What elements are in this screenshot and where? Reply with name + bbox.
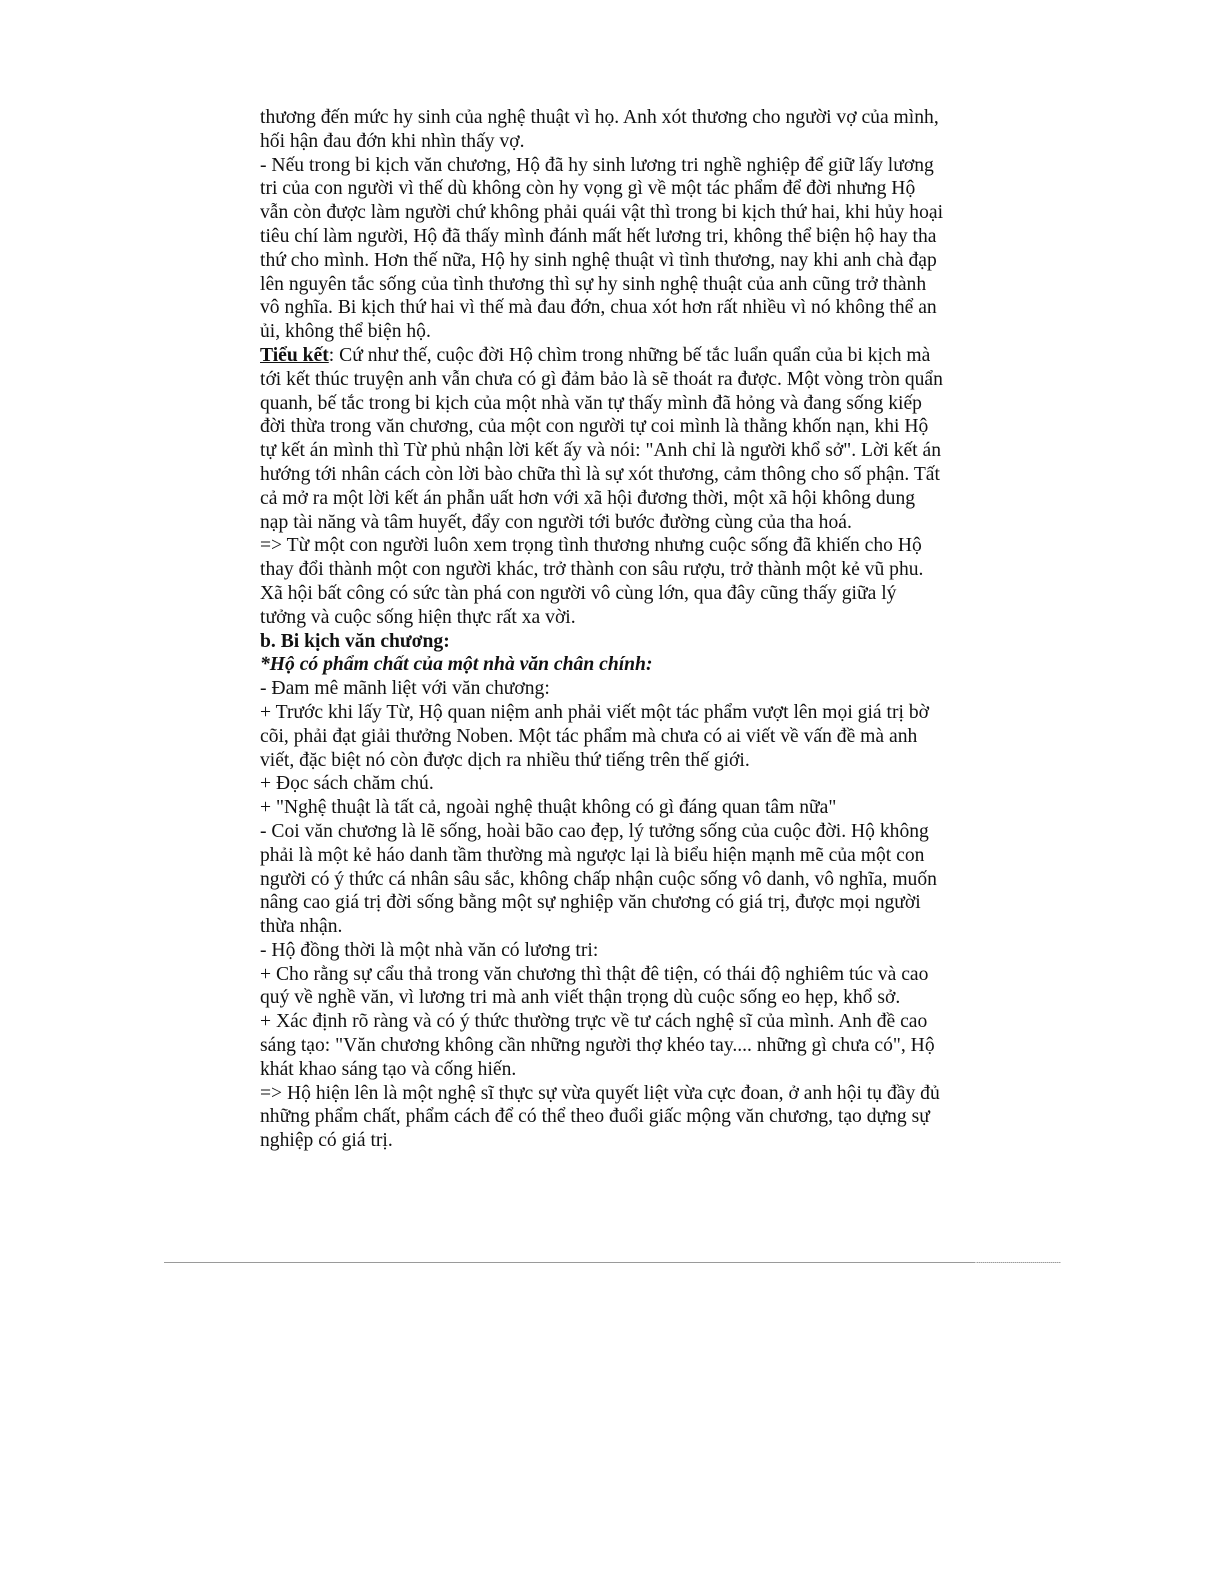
text-line: Xã hội bất công có sức tàn phá con người vô cùng lớn, qua đây cũng thấy giữa lý <box>260 582 897 604</box>
text-line: người có ý thức cá nhân sâu sắc, không chấp nhận cuộc sống vô danh, vô nghĩa, muốn <box>260 868 937 890</box>
text-line: hướng tới nhân cách còn lời bào chữa thì là sự xót thương, cảm thông cho số phận. Tất <box>260 463 940 485</box>
summary-first-line <box>260 344 1005 368</box>
text-line: quanh, bế tắc trong bi kịch của một nhà văn tự thấy mình đã hỏng và đang sống kiếp <box>260 392 922 414</box>
text-line: tự kết án mình thì Từ phủ nhận lời kết ấy và nói: "Anh chỉ là người khổ sở". Lời kết án <box>260 440 942 462</box>
text-line: thừa nhận. <box>260 916 343 938</box>
text-line: ủi, không thể biện hộ. <box>260 321 431 343</box>
summary-label: Tiểu kết <box>260 344 329 366</box>
section-heading: b. Bi kịch văn chương: <box>260 630 450 652</box>
text-line: viết, đặc biệt nó còn được dịch ra nhiều thứ tiếng trên thế giới. <box>260 749 750 771</box>
text-line: + Đọc sách chăm chú. <box>260 773 434 795</box>
text-line: + "Nghệ thuật là tất cả, ngoài nghệ thuật không có gì đáng quan tâm nữa" <box>260 797 837 819</box>
text-line: + Xác định rõ ràng và có ý thức thường trực về tư cách nghệ sĩ của mình. Anh đề cao <box>260 1011 928 1033</box>
text-line: thay đổi thành một con người khác, trở thành con sâu rượu, trở thành một kẻ vũ phu. <box>260 559 924 581</box>
text-line: hối hận đau đớn khi nhìn thấy vợ. <box>260 130 525 152</box>
text-line: vẫn còn được làm người chứ không phải quái vật thì trong bi kịch thứ hai, khi hủy hoại <box>260 202 944 224</box>
text-line: cõi, phải đạt giải thưởng Noben. Một tác phẩm mà chưa có ai viết về vấn đề mà anh <box>260 725 918 747</box>
text-line: nghiệp có giá trị. <box>260 1130 393 1152</box>
text-line: lên nguyên tắc sống của tình thương thì sự hy sinh nghệ thuật của anh cũng trở thành <box>260 273 927 295</box>
text-line: vô nghĩa. Bi kịch thứ hai vì thế mà đau đớn, chua xót hơn rất nhiều vì nó không thể an <box>260 297 937 319</box>
text-line: tới kết thúc truyện anh vẫn chưa có gì đảm bảo là sẽ thoát ra được. Một vòng tròn quẩn <box>260 368 943 390</box>
text-line: + Trước khi lấy Từ, Hộ quan niệm anh phải viết một tác phẩm vượt lên mọi giá trị bờ <box>260 701 929 723</box>
footer-divider <box>164 1262 1061 1263</box>
text-line: tưởng và cuộc sống hiện thực rất xa vời. <box>260 606 576 628</box>
footer-divider-tail <box>975 1262 1061 1263</box>
text-line: => Từ một con người luôn xem trọng tình thương nhưng cuộc sống đã khiến cho Hộ <box>260 535 922 557</box>
text-line: tri của con người vì thế dù không còn hy vọng gì về một tác phẩm để đời nhưng Hộ <box>260 178 916 200</box>
text-line: nạp tài năng và tâm huyết, đẩy con người tới bước đường cùng của tha hoá. <box>260 511 852 533</box>
text-line: sáng tạo: "Văn chương không cần những người thợ khéo tay.... những gì chưa có", Hộ <box>260 1035 935 1057</box>
text-line: - Đam mê mãnh liệt với văn chương: <box>260 678 550 700</box>
text-line: + Cho rằng sự cẩu thả trong văn chương thì thật đê tiện, có thái độ nghiêm túc và cao <box>260 963 929 985</box>
text-line: thương đến mức hy sinh của nghệ thuật vì họ. Anh xót thương cho người vợ của mình, <box>260 107 939 128</box>
document-body <box>260 106 1005 1153</box>
text-line: thứ cho mình. Hơn thế nữa, Hộ hy sinh nghệ thuật vì tình thương, nay khi anh chà đạp <box>260 249 937 271</box>
text-line: nâng cao giá trị đời sống bằng một sự nghiệp văn chương có giá trị, được mọi người <box>260 892 921 914</box>
text-line: - Hộ đồng thời là một nhà văn có lương tri: <box>260 939 599 961</box>
text-line: phải là một kẻ háo danh tầm thường mà ngược lại là biểu hiện mạnh mẽ của một con <box>260 844 925 866</box>
text-line: đời thừa trong văn chương, của một con người tự coi mình là thằng khốn nạn, khi Hộ <box>260 416 929 438</box>
text-line: quý về nghề văn, vì lương tri mà anh viết thận trọng dù cuộc sống eo hẹp, khổ sở. <box>260 987 901 1009</box>
text-line: những phẩm chất, phẩm cách để có thể theo đuổi giấc mộng văn chương, tạo dựng sự <box>260 1106 930 1128</box>
text-line: => Hộ hiện lên là một nghệ sĩ thực sự vừa quyết liệt vừa cực đoan, ở anh hội tụ đầy đủ <box>260 1082 940 1104</box>
summary-first-text: : Cứ như thế, cuộc đời Hộ chìm trong những bế tắc luẩn quẩn của bi kịch mà <box>328 344 931 366</box>
subsection-heading: *Hộ có phẩm chất của một nhà văn chân chính: <box>260 654 653 676</box>
text-line: khát khao sáng tạo và cống hiến. <box>260 1058 517 1080</box>
text-line: - Coi văn chương là lẽ sống, hoài bão cao đẹp, lý tưởng sống của cuộc đời. Hộ không <box>260 820 929 842</box>
text-line: - Nếu trong bi kịch văn chương, Hộ đã hy sinh lương tri nghề nghiệp để giữ lấy lương <box>260 154 934 176</box>
text-line: cả mở ra một lời kết án phẫn uất hơn với xã hội đương thời, một xã hội không dung <box>260 487 916 509</box>
text-line: tiêu chí làm người, Hộ đã thấy mình đánh mất hết lương tri, không thể biện hộ hay tha <box>260 225 937 247</box>
